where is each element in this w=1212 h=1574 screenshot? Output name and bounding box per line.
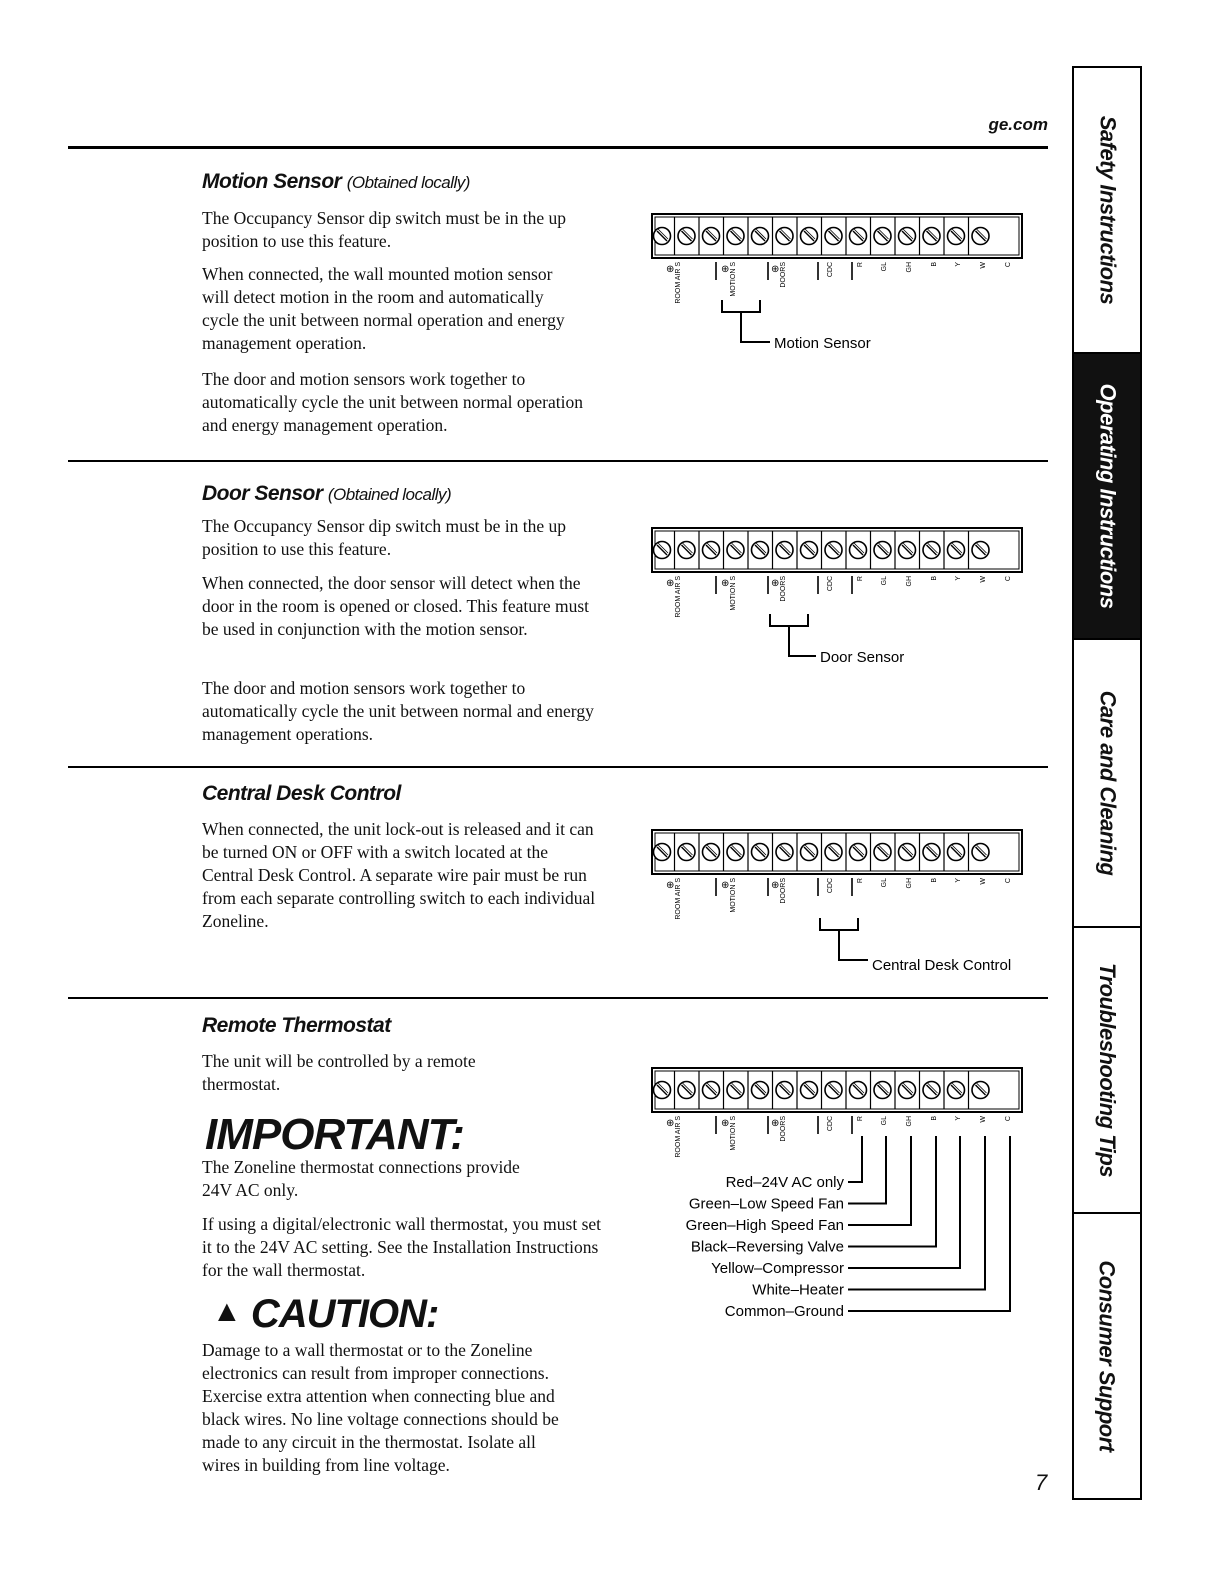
door-sensor-heading [202, 482, 451, 506]
terminal-label: R [857, 1116, 864, 1122]
terminal-block [652, 214, 1022, 304]
terminal-label: B [931, 576, 938, 581]
door-sensor-subtitle: (Obtained locally) [327, 485, 452, 504]
cdc-diagram [640, 826, 1050, 986]
thermostat-text-1: The unit will be controlled by a remote thermostat. [202, 1051, 476, 1094]
svg-text:⊕: ⊕ [771, 578, 780, 589]
sidebar-tab-label: Consumer Support [1095, 1260, 1121, 1452]
motion-sensor-text-2: When connected, the wall mounted motion sensor will detect motion in the room and automatically cycle the unit between normal operation and energy management operation. [202, 264, 565, 353]
terminal-label: GL [881, 878, 888, 888]
section-rule-thermostat [68, 997, 1048, 999]
terminal-block [652, 1068, 1022, 1158]
wire-label: Red–24V AC only [725, 1174, 844, 1191]
svg-text:⊕: ⊕ [666, 1118, 675, 1129]
cdc-text-1: When connected, the unit lock-out is released and it can be turned ON or OFF with a switch located at the Central Desk Control. A separate wire pair must be run from each separate controlling switch to each individual Zoneline. [202, 819, 596, 931]
terminal-label: CDC [827, 262, 834, 278]
motion-sensor-text-3: The door and motion sensors work together to automatically cycle the unit between normal operation and energy management operation. [202, 369, 583, 435]
terminal-label: B [931, 1116, 938, 1121]
cdc-heading [202, 782, 401, 806]
svg-text:⊕: ⊕ [771, 1118, 780, 1129]
section-rule-top [68, 146, 1048, 149]
thermostat-wiring-svg [640, 1064, 1050, 1324]
door-sensor-text-2: When connected, the door sensor will detect when the door in the room is opened or closed. This feature must be used in conjunction with the motion sensor. [202, 573, 590, 639]
motion-sensor-diagram [640, 210, 1050, 370]
terminal-block [652, 830, 1022, 920]
door-sensor-label: Door Sensor [820, 649, 905, 666]
door-wiring-svg [640, 524, 1050, 684]
svg-text:⊕: ⊕ [771, 264, 780, 275]
door-wire [770, 614, 816, 656]
svg-text:⊕: ⊕ [666, 880, 675, 891]
terminal-label: Y [955, 878, 962, 883]
important-text-2: If using a digital/electronic wall thermostat, you must set it to the 24V AC setting. See the Installation Instructions for the wall thermostat. [202, 1214, 602, 1280]
motion-sensor-title: Motion Sensor [202, 170, 342, 193]
terminal-label: MOTION S [730, 878, 737, 913]
svg-text:⊕: ⊕ [721, 264, 730, 275]
important-text-1: The Zoneline thermostat connections provide 24V AC only. [202, 1157, 520, 1200]
sidebar-tab-troubleshooting-tips[interactable] [1074, 928, 1140, 1214]
terminal-label: GL [881, 262, 888, 272]
terminal-label: ROOM AIR S [675, 262, 682, 304]
terminal-label: Y [955, 576, 962, 581]
wire-label: Green–Low Speed Fan [688, 1195, 844, 1213]
svg-text:⊕: ⊕ [721, 578, 730, 589]
terminal-label: GH [906, 878, 913, 889]
terminal-label: CDC [827, 1116, 834, 1132]
door-sensor-diagram [640, 524, 1050, 684]
terminal-label: R [857, 576, 864, 582]
site-url: ge.com [988, 115, 1048, 134]
door-sensor-title: Door Sensor [202, 482, 323, 505]
terminal-label: W [980, 262, 987, 269]
terminal-label: W [980, 576, 987, 583]
terminal-label: B [931, 878, 938, 883]
motion-sensor-label: Motion Sensor [774, 335, 871, 352]
svg-text:⊕: ⊕ [721, 880, 730, 891]
terminal-label: Y [955, 1116, 962, 1121]
sidebar-tab-label: Safety Instructions [1095, 115, 1121, 305]
terminal-label: ROOM AIR S [675, 576, 682, 618]
wire-label: Common–Ground [724, 1303, 844, 1320]
terminal-label: CDC [827, 878, 834, 894]
terminal-label: DOORS [780, 878, 787, 904]
terminal-label: GL [881, 576, 888, 586]
thermostat-wires [686, 1136, 1010, 1320]
caution-warning-icon: ▲ [212, 1295, 241, 1328]
terminal-block [652, 528, 1022, 618]
wire-label: Green–High Speed Fan [685, 1217, 844, 1234]
svg-text:⊕: ⊕ [721, 1118, 730, 1129]
door-sensor-text-1: The Occupancy Sensor dip switch must be in the up position to use this feature. [202, 516, 567, 559]
caution-heading: CAUTION: [250, 1292, 439, 1336]
caution-text-1: Damage to a wall thermostat or to the Zoneline electronics can result from improper connections. Exercise extra attention when connecting blue and black wires. No line voltage connections should be made to any circuit in the thermostat. Isolate all wires in building from line voltage. [202, 1340, 559, 1475]
sidebar-tab-label: Operating Instructions [1095, 383, 1121, 609]
section-rule-cdc [68, 766, 1048, 768]
terminal-label: GH [906, 1116, 913, 1127]
terminal-label: GL [881, 1116, 888, 1126]
terminal-label: ROOM AIR S [675, 1116, 682, 1158]
terminal-label: C [1005, 878, 1012, 884]
sidebar-tab-consumer-support[interactable] [1074, 1214, 1140, 1498]
svg-text:⊕: ⊕ [771, 880, 780, 891]
terminal-label: DOORS [780, 576, 787, 602]
thermostat-diagram [640, 1064, 1050, 1324]
wire-label: White–Heater [752, 1281, 844, 1299]
cdc-label: Central Desk Control [872, 957, 1012, 974]
terminal-label: Y [955, 262, 962, 267]
page-number: 7 [1035, 1470, 1048, 1495]
terminal-label: MOTION S [730, 1116, 737, 1151]
cdc-wiring-svg [640, 826, 1050, 986]
sidebar-tabs [1072, 66, 1142, 1500]
section-rule-door [68, 460, 1048, 462]
terminal-label: W [980, 1116, 987, 1123]
thermostat-heading [202, 1014, 391, 1038]
motion-wire [722, 300, 770, 342]
terminal-label: MOTION S [730, 576, 737, 611]
sidebar-tab-care-and-cleaning[interactable] [1074, 640, 1140, 928]
cdc-wire [820, 918, 868, 960]
sidebar-tab-label: Troubleshooting Tips [1095, 962, 1121, 1178]
door-sensor-text-3: The door and motion sensors work together to automatically cycle the unit between normal and energy management operations. [202, 678, 594, 744]
important-heading: IMPORTANT: [205, 1110, 464, 1159]
motion-sensor-heading [202, 170, 470, 194]
wire-label: Yellow–Compressor [711, 1260, 844, 1277]
terminal-label: C [1005, 1116, 1012, 1122]
terminal-label: CDC [827, 576, 834, 592]
caution-heading-row [212, 1292, 438, 1337]
cdc-title: Central Desk Control [202, 782, 401, 805]
terminal-label: DOORS [780, 1116, 787, 1142]
wire-label: Black–Reversing Valve [690, 1238, 844, 1256]
terminal-label: C [1005, 262, 1012, 268]
terminal-label: GH [906, 262, 913, 273]
svg-text:⊕: ⊕ [666, 578, 675, 589]
terminal-label: GH [906, 576, 913, 587]
motion-sensor-subtitle: (Obtained locally) [346, 173, 470, 192]
terminal-label: DOORS [780, 262, 787, 288]
terminal-label: B [931, 262, 938, 267]
sidebar-tab-operating-instructions[interactable] [1074, 354, 1140, 640]
sidebar-tab-label: Care and Cleaning [1095, 690, 1120, 876]
motion-sensor-text-1: The Occupancy Sensor dip switch must be in the up position to use this feature. [202, 208, 567, 251]
terminal-label: R [857, 262, 864, 268]
thermostat-title: Remote Thermostat [202, 1014, 391, 1037]
terminal-label: C [1005, 576, 1012, 582]
sidebar-tab-safety-instructions[interactable] [1074, 68, 1140, 354]
svg-text:⊕: ⊕ [666, 264, 675, 275]
terminal-label: R [857, 878, 864, 884]
terminal-label: ROOM AIR S [675, 878, 682, 920]
motion-wiring-svg [640, 210, 1050, 370]
terminal-label: MOTION S [730, 262, 737, 297]
terminal-label: W [980, 878, 987, 885]
